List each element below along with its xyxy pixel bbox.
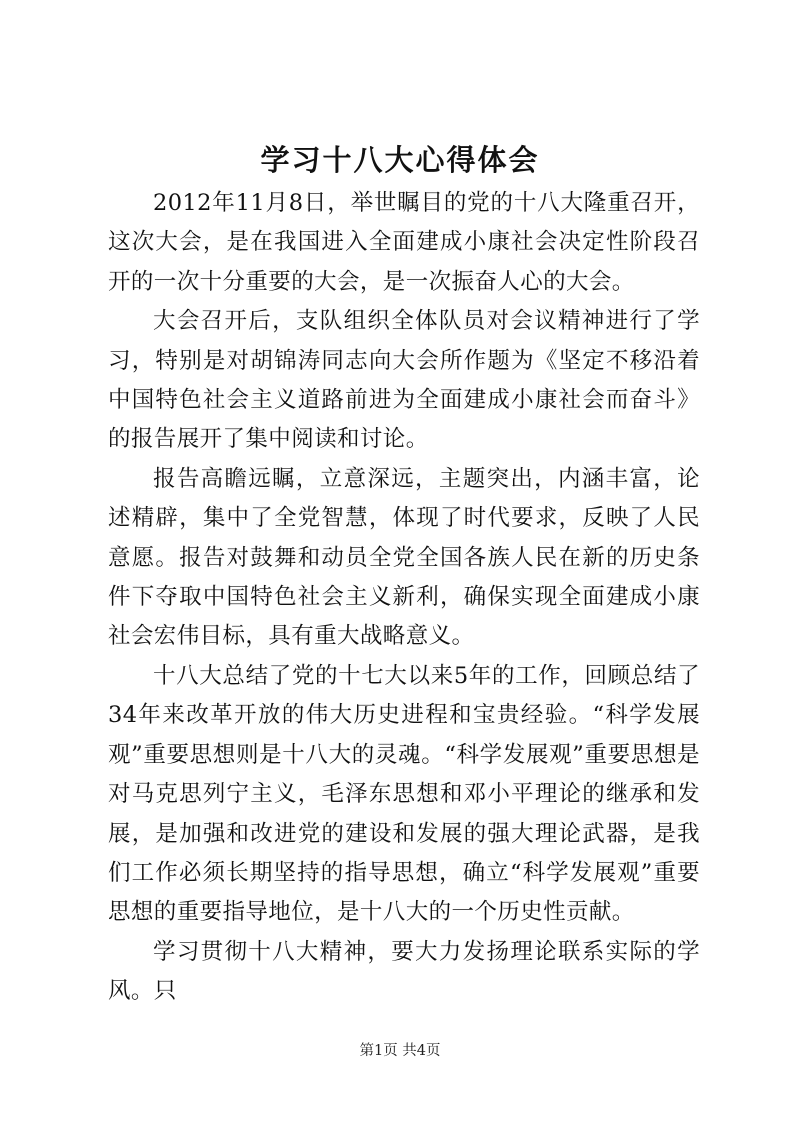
paragraph-1: 2012年11月8日，举世瞩目的党的十八大隆重召开，这次大会，是在我国进入全面建成小康社会决定性阶段召开的一次十分重要的大会，是一次振奋人心的大会。 <box>108 190 700 295</box>
paragraph-5: 学习贯彻十八大精神，要大力发扬理论联系实际的学风。只 <box>108 938 700 1005</box>
page-title: 学习十八大心得体会 <box>260 143 540 177</box>
paragraph-4: 十八大总结了党的十七大以来5年的工作，回顾总结了34年来改革开放的伟大历史进程和宝贵经验。“科学发展观”重要思想则是十八大的灵魂。“科学发展观”重要思想是对马克思列宁主义，毛泽东思想和邓小平理论的继承和发展，是加强和改进党的建设和发展的强大理论武器，是我们工作必须长期坚持的指导思想，确立“科学发展观”重要思想的重要指导地位，是十八大的一个历史性贡献。 <box>108 662 701 926</box>
paragraph-3: 报告高瞻远瞩，立意深远，主题突出，内涵丰富，论述精辟，集中了全党智慧，体现了时代要求，反映了人民意愿。报告对鼓舞和动员全党全国各族人民在新的历史条件下夺取中国特色社会主义新利，确保实现全面建成小康社会宏伟目标，具有重大战略意义。 <box>108 465 700 650</box>
paragraph-2: 大会召开后，支队组织全体队员对会议精神进行了学习，特别是对胡锦涛同志向大会所作题为《坚定不移沿着中国特色社会主义道路前进为全面建成小康社会而奋斗》的报告展开了集中阅读和讨论。 <box>108 308 700 453</box>
document-body <box>108 184 700 1012</box>
page-footer: 第1页 共4页 <box>359 1043 441 1059</box>
